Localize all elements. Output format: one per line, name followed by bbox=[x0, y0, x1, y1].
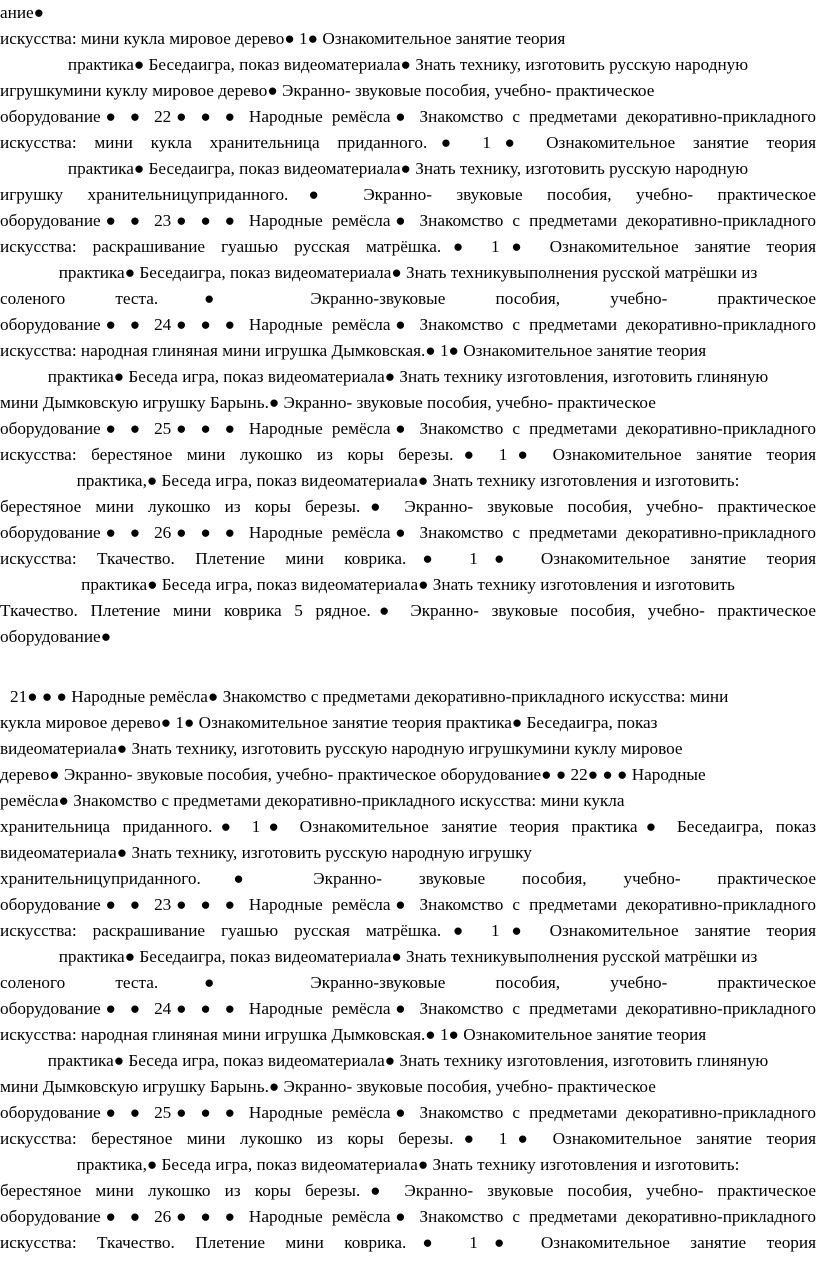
text-line: Ткачество. Плетение мини коврика 5 рядное.● Экранно- звуковые пособия, учебно- практическое bbox=[0, 601, 816, 620]
text-line: практика,● Беседа игра, показ видеоматериала● Знать технику изготовления и изготовить: bbox=[76, 471, 740, 490]
text-line: практика,● Беседа игра, показ видеоматериала● Знать технику изготовления и изготовить: bbox=[76, 1155, 740, 1174]
text-line: соленого теста.● Экранно-звуковые пособия, учебно- практическое bbox=[0, 289, 816, 308]
text-line: искусства: народная глиняная мини игрушка Дымковская.● 1● Ознакомительное занятие теория bbox=[0, 1025, 707, 1044]
text-line: хранительницуприданного.● Экранно- звуковые пособия, учебно- практическое bbox=[0, 869, 816, 888]
text-line: искусства: Ткачество. Плетение мини коврика.● 1● Ознакомительное занятие теория bbox=[0, 1233, 816, 1252]
text-line: оборудование● ● 22● ● ● Народные ремёсла● Знакомство с предметами декоративно-прикладного bbox=[0, 107, 816, 126]
text-line: практика● Беседаигра, показ видеоматериала● Знать техникувыполнения русской матрёшки из bbox=[58, 947, 758, 966]
text-line: соленого теста.● Экранно-звуковые пособия, учебно- практическое bbox=[0, 973, 816, 992]
text-line: оборудование● ● 23● ● ● Народные ремёсла● Знакомство с предметами декоративно-прикладного bbox=[0, 211, 816, 230]
text-line: игрушкумини куклу мировое дерево● Экранно- звуковые пособия, учебно- практическое bbox=[0, 81, 655, 100]
text-line: ание● bbox=[0, 3, 45, 22]
text-line: дерево● Экранно- звуковые пособия, учебно- практическое оборудование● ● 22● ● ● Народные bbox=[0, 765, 706, 784]
text-line: практика● Беседаигра, показ видеоматериала● Знать технику, изготовить русскую народную bbox=[67, 55, 749, 74]
text-line: берестяное мини лукошко из коры березы.● Экранно- звуковые пособия, учебно- практическое bbox=[0, 497, 816, 516]
text-line: игрушку хранительницуприданного.● Экранно- звуковые пособия, учебно- практическое bbox=[0, 185, 816, 204]
text-line: искусства: Ткачество. Плетение мини коврика.● 1● Ознакомительное занятие теория bbox=[0, 549, 816, 568]
text-line: практика● Беседаигра, показ видеоматериала● Знать технику, изготовить русскую народную bbox=[67, 159, 749, 178]
text-line: 21● ● ● Народные ремёсла● Знакомство с предметами декоративно-прикладного искусства: мини bbox=[10, 687, 729, 706]
text-line: практика● Беседа игра, показ видеоматериала● Знать технику изготовления, изготовить глиняную bbox=[47, 1051, 769, 1070]
text-line: видеоматериала● Знать технику, изготовить русскую народную игрушкумини куклу мировое bbox=[0, 739, 683, 758]
text-line: искусства: мини кукла мировое дерево● 1● Ознакомительное занятие теория bbox=[0, 29, 566, 48]
text-line: искусства: раскрашивание гуашью русская матрёшка.● 1● Ознакомительное занятие теория bbox=[0, 921, 816, 940]
text-line: практика● Беседа игра, показ видеоматериала● Знать технику изготовления, изготовить глиняную bbox=[47, 367, 769, 386]
text-line: оборудование● bbox=[0, 627, 112, 646]
text-line: видеоматериала● Знать технику, изготовить русскую народную игрушку bbox=[0, 843, 532, 862]
text-line: мини Дымковскую игрушку Барынь.● Экранно- звуковые пособия, учебно- практическое bbox=[0, 393, 656, 412]
text-line: оборудование● ● 25● ● ● Народные ремёсла● Знакомство с предметами декоративно-прикладного bbox=[0, 1103, 816, 1122]
text-line: оборудование● ● 26● ● ● Народные ремёсла● Знакомство с предметами декоративно-прикладного bbox=[0, 1207, 816, 1226]
text-line: искусства: народная глиняная мини игрушка Дымковская.● 1● Ознакомительное занятие теория bbox=[0, 341, 707, 360]
text-line: оборудование● ● 23● ● ● Народные ремёсла● Знакомство с предметами декоративно-прикладного bbox=[0, 895, 816, 914]
text-line: берестяное мини лукошко из коры березы.● Экранно- звуковые пособия, учебно- практическое bbox=[0, 1181, 816, 1200]
text-line: искусства: мини кукла хранительница приданного.● 1● Ознакомительное занятие теория bbox=[0, 133, 816, 152]
text-line: оборудование● ● 25● ● ● Народные ремёсла● Знакомство с предметами декоративно-прикладного bbox=[0, 419, 816, 438]
text-line: кукла мировое дерево● 1● Ознакомительное занятие теория практика● Беседаигра, показ bbox=[0, 713, 658, 732]
text-line: практика● Беседаигра, показ видеоматериала● Знать техникувыполнения русской матрёшки из bbox=[58, 263, 758, 282]
text-line: мини Дымковскую игрушку Барынь.● Экранно- звуковые пособия, учебно- практическое bbox=[0, 1077, 656, 1096]
text-line: оборудование● ● 24● ● ● Народные ремёсла● Знакомство с предметами декоративно-прикладного bbox=[0, 315, 816, 334]
text-line: ремёсла● Знакомство с предметами декоративно-прикладного искусства: мини кукла bbox=[0, 791, 625, 810]
text-line: искусства: берестяное мини лукошко из коры березы.● 1● Ознакомительное занятие теория bbox=[0, 445, 816, 464]
text-line: оборудование● ● 24● ● ● Народные ремёсла● Знакомство с предметами декоративно-прикладного bbox=[0, 999, 816, 1018]
text-block-second bbox=[0, 684, 816, 1256]
text-line: искусства: берестяное мини лукошко из коры березы.● 1● Ознакомительное занятие теория bbox=[0, 1129, 816, 1148]
text-line: оборудование● ● 26● ● ● Народные ремёсла● Знакомство с предметами декоративно-прикладного bbox=[0, 523, 816, 542]
text-line: хранительница приданного.● 1● Ознакомительное занятие теория практика● Беседаигра, показ bbox=[0, 817, 816, 836]
text-line: практика● Беседа игра, показ видеоматериала● Знать технику изготовления и изготовить bbox=[81, 575, 735, 594]
text-line: искусства: раскрашивание гуашью русская матрёшка.● 1● Ознакомительное занятие теория bbox=[0, 237, 816, 256]
